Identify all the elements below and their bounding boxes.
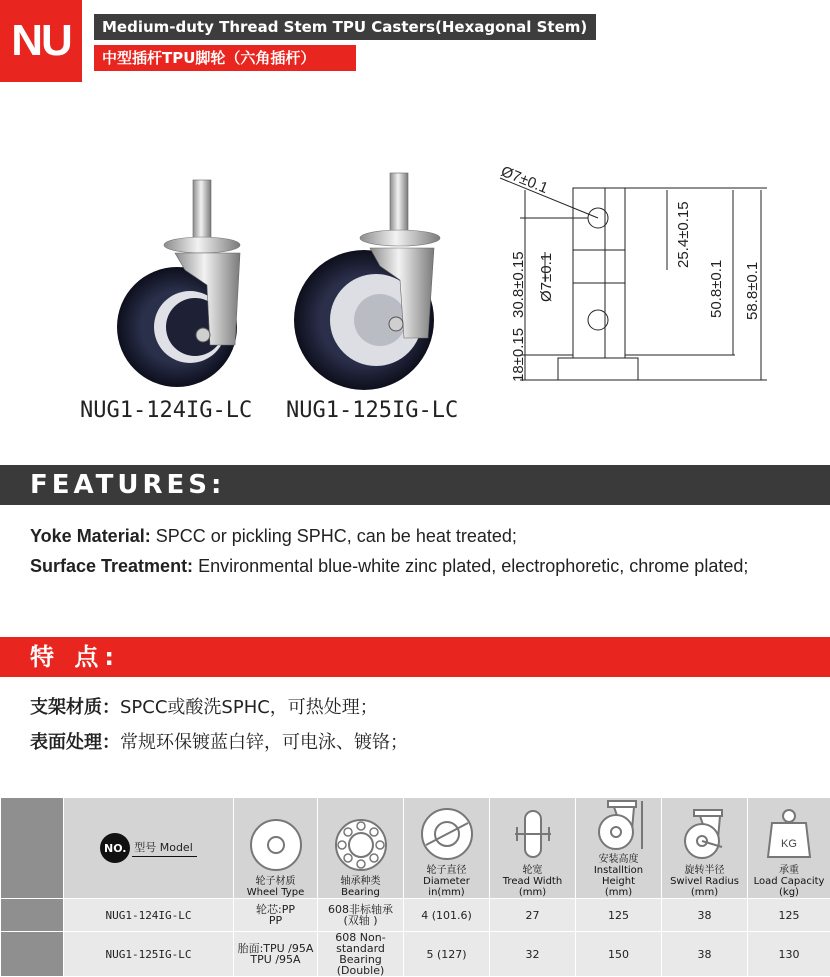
- install-unit: (mm): [605, 887, 632, 898]
- header-wheel-type: [234, 798, 318, 899]
- wheel-core-cn: 轮芯:PP: [234, 904, 317, 915]
- wheel-tread-en: TPU /95A: [234, 954, 317, 965]
- dim-30-8: 30.8±0.15: [510, 251, 527, 318]
- product-model-2: NUG1-125IG-LC: [286, 398, 458, 423]
- row-install: 150: [576, 932, 662, 977]
- stem-technical-drawing: [495, 160, 785, 390]
- wheel-material-core: [234, 899, 318, 932]
- table-row: [1, 899, 830, 932]
- swivel-cn: 旋转半径: [685, 865, 725, 876]
- row-swivel: 38: [662, 932, 748, 977]
- header-install-height: [576, 798, 662, 899]
- weight-icon: [764, 807, 814, 861]
- product-model-1: NUG1-124IG-LC: [80, 398, 252, 423]
- row-diameter: 4 (101.6): [404, 899, 490, 932]
- caster-image-2: [292, 168, 442, 408]
- row-load: 125: [748, 899, 830, 932]
- feature-yoke-text: SPCC or pickling SPHC, can be heat treated;: [151, 526, 517, 546]
- table-row: [1, 932, 830, 977]
- bearing-en-line1: 608 Non-standard: [318, 932, 403, 954]
- row-model: NUG1-125IG-LC: [64, 932, 234, 977]
- bearing-en: Bearing: [341, 887, 380, 898]
- tedian-yoke: [30, 693, 378, 719]
- bearing-type-cn: [318, 899, 404, 932]
- bearing-icon: [334, 818, 388, 872]
- header-bearing: [318, 798, 404, 899]
- feature-yoke: [30, 526, 517, 547]
- swivel-unit: (mm): [691, 887, 718, 898]
- wheel-core-en: PP: [234, 915, 317, 926]
- dim-hole-mid: Ø7±0.1: [538, 253, 555, 302]
- tedian-surface: [30, 728, 408, 754]
- title-chinese: 中型插杆TPU脚轮（六角插杆）: [94, 45, 356, 71]
- kg-icon-label: KG: [781, 838, 797, 850]
- header-swivel-radius: [662, 798, 748, 899]
- load-unit: (kg): [779, 887, 799, 898]
- caster-image-1: [115, 175, 250, 410]
- dim-18: 18±0.15: [510, 328, 527, 382]
- model-header-label: 型号 Model: [132, 839, 197, 857]
- tread-cn: 轮宽: [523, 865, 543, 876]
- row-model: NUG1-124IG-LC: [64, 899, 234, 932]
- dim-58-8: 58.8±0.1: [744, 262, 761, 320]
- feature-surface: [30, 556, 748, 577]
- wheel-icon: [249, 818, 303, 872]
- tread-en: Tread Width: [503, 876, 562, 887]
- bearing-cn-line1: 608非标轴承: [318, 904, 403, 915]
- title-english: Medium-duty Thread Stem TPU Casters(Hexagonal Stem): [94, 14, 596, 40]
- row-load: 130: [748, 932, 830, 977]
- header-model: [64, 798, 234, 899]
- header-diameter: [404, 798, 490, 899]
- tread-unit: (mm): [519, 887, 546, 898]
- series-badge: NU: [0, 0, 82, 82]
- tedian-yoke-text: SPCC或酸洗SPHC，可热处理；: [120, 697, 378, 718]
- tread-width-icon: [513, 807, 553, 861]
- table-side-cell: [1, 798, 64, 899]
- diameter-cn: 轮子直径: [427, 865, 467, 876]
- feature-surface-text: Environmental blue-white zinc plated, electrophoretic, chrome plated;: [193, 556, 748, 576]
- install-height-icon: [592, 798, 646, 850]
- dim-hole-top: Ø7±0.1: [499, 163, 551, 197]
- wheel-tread-cn: 胎面:TPU /95A: [234, 943, 317, 954]
- bearing-type-en: [318, 932, 404, 977]
- no-badge: NO.: [100, 833, 130, 863]
- dim-50-8: 50.8±0.1: [708, 260, 725, 318]
- spec-table: [0, 797, 830, 977]
- swivel-en: Swivel Radius: [670, 876, 739, 887]
- bearing-cn-line2: (双轴 ): [318, 915, 403, 926]
- install-cn: 安装高度: [599, 854, 639, 865]
- row-swivel: 38: [662, 899, 748, 932]
- header-load-capacity: [748, 798, 830, 899]
- load-en: Load Capacity: [754, 876, 825, 887]
- tedian-yoke-label: 支架材质：: [30, 697, 120, 718]
- tedian-surface-label: 表面处理：: [30, 732, 120, 753]
- tedian-heading: 特 点:: [0, 637, 830, 677]
- table-side-cell: [1, 899, 64, 932]
- diameter-unit: in(mm): [428, 887, 464, 898]
- row-tread: 32: [490, 932, 576, 977]
- wheel-type-cn: 轮子材质: [256, 876, 296, 887]
- swivel-radius-icon: [678, 807, 732, 861]
- bearing-cn: 轴承种类: [341, 876, 381, 887]
- feature-yoke-label: Yoke Material:: [30, 526, 151, 546]
- diameter-en: Diameter: [423, 876, 470, 887]
- wheel-type-en: Wheel Type: [247, 887, 304, 898]
- install-en: Installtion Height: [576, 865, 661, 887]
- row-diameter: 5 (127): [404, 932, 490, 977]
- drawing-dimensions: [499, 163, 761, 382]
- table-side-cell: [1, 932, 64, 977]
- load-cn: 承重: [779, 865, 799, 876]
- row-tread: 27: [490, 899, 576, 932]
- header-tread-width: [490, 798, 576, 899]
- table-header-row: [1, 798, 830, 899]
- diameter-icon: [420, 807, 474, 861]
- tedian-surface-text: 常规环保镀蓝白锌，可电泳、镀铬；: [120, 732, 408, 753]
- bearing-en-line2: Bearing (Double): [318, 954, 403, 976]
- feature-surface-label: Surface Treatment:: [30, 556, 193, 576]
- dim-25-4: 25.4±0.15: [675, 201, 692, 268]
- wheel-material-tread: [234, 932, 318, 977]
- features-heading: FEATURES:: [0, 465, 830, 505]
- row-install: 125: [576, 899, 662, 932]
